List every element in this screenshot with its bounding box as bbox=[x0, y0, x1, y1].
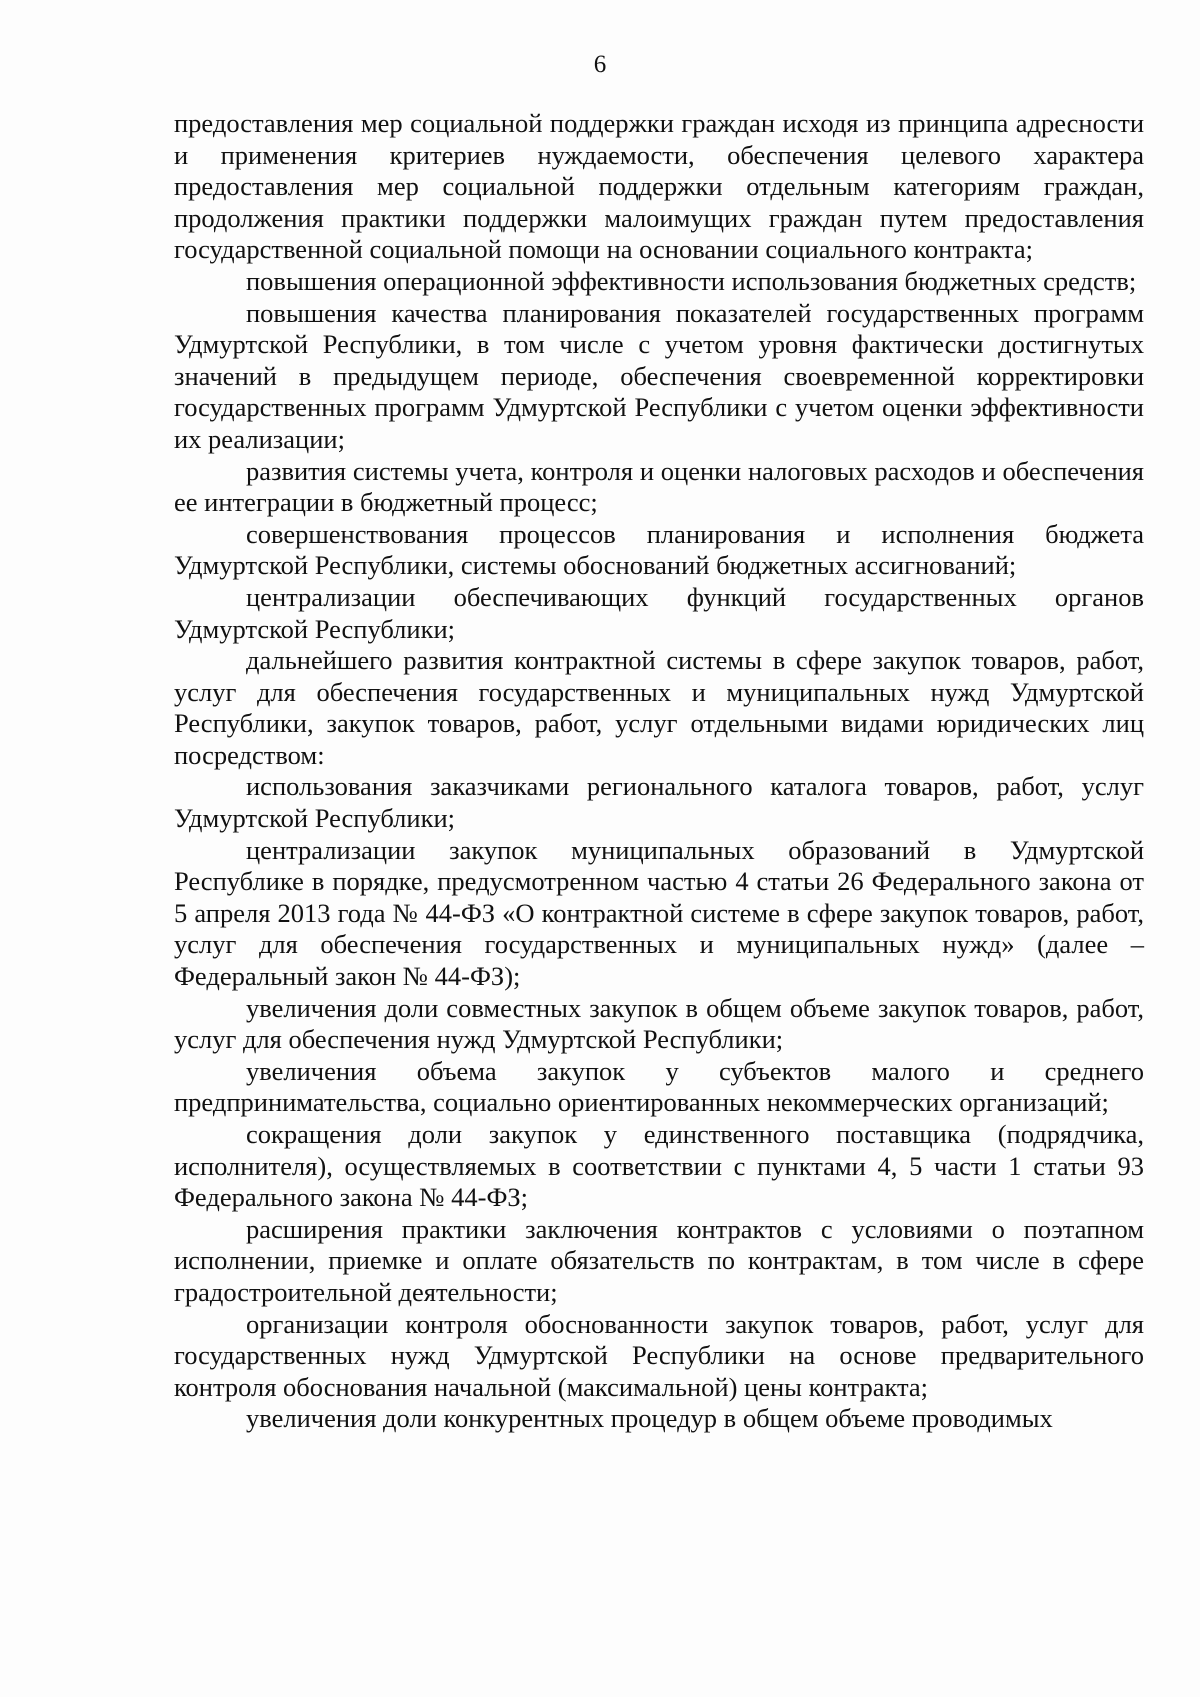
paragraph-single-supplier: сокращения доли закупок у единственного поставщика (подрядчика, исполнителя), осуществляемых в соответствии с пунктами 4, 5 части 1 статьи 93 Федерального закона № 44-ФЗ; bbox=[174, 1119, 1144, 1213]
paragraph-regional-catalog: использования заказчиками регионального каталога товаров, работ, услуг Удмуртской Республики; bbox=[174, 771, 1144, 834]
paragraph-program-planning: повышения качества планирования показателей государственных программ Удмуртской Республики, в том числе с учетом уровня фактически достигнутых значений в предыдущем периоде, обеспечения своевременной корректировки государственных программ Удмуртской Республики с учетом оценки эффективности их реализации; bbox=[174, 297, 1144, 454]
page-number: 6 bbox=[593, 51, 607, 78]
document-body bbox=[174, 108, 1144, 1435]
paragraph-operational-efficiency: повышения операционной эффективности использования бюджетных средств; bbox=[246, 265, 1137, 296]
paragraph-price-control: организации контроля обоснованности закупок товаров, работ, услуг для государственных нужд Удмуртской Республики на основе предварительного контроля обоснования начальной (максимальной) цены контракта; bbox=[174, 1308, 1144, 1402]
paragraph-municipal-procurement: централизации закупок муниципальных образований в Удмуртской Республике в порядке, предусмотренном частью 4 статьи 26 Федерального закона от 5 апреля 2013 года № 44-ФЗ «О контрактной системе в сфере закупок товаров, работ, услуг для обеспечения государственных и муниципальных нужд» (далее – Федеральный закон № 44-ФЗ); bbox=[174, 834, 1144, 992]
paragraph-small-business: увеличения объема закупок у субъектов малого и среднего предпринимательства, социально ориентированных некоммерческих организаций; bbox=[174, 1055, 1144, 1118]
paragraph-social-support: предоставления мер социальной поддержки граждан исходя из принципа адресности и применения критериев нуждаемости, обеспечения целевого характера предоставления мер социальной поддержки отдельным категориям граждан, продолжения практики поддержки малоимущих граждан путем предоставления государственной социальной помощи на основании социального контракта; bbox=[174, 108, 1144, 265]
paragraph-staged-contracts: расширения практики заключения контрактов с условиями о поэтапном исполнении, приемке и оплате обязательств по контрактам, в том числе в сфере градостроительной деятельности; bbox=[174, 1213, 1144, 1307]
paragraph-joint-procurement: увеличения доли совместных закупок в общем объеме закупок товаров, работ, услуг для обеспечения нужд Удмуртской Республики; bbox=[174, 992, 1144, 1055]
paragraph-budget-processes: совершенствования процессов планирования и исполнения бюджета Удмуртской Республики, системы обоснований бюджетных ассигнований; bbox=[174, 518, 1144, 581]
paragraph-competitive-procedures: увеличения доли конкурентных процедур в общем объеме проводимых bbox=[246, 1403, 1053, 1434]
paragraph-centralization-functions: централизации обеспечивающих функций государственных органов Удмуртской Республики; bbox=[174, 581, 1144, 644]
paragraph-tax-expenditures: развития системы учета, контроля и оценки налоговых расходов и обеспечения ее интеграции в бюджетный процесс; bbox=[174, 455, 1144, 518]
paragraph-contract-system: дальнейшего развития контрактной системы в сфере закупок товаров, работ, услуг для обеспечения государственных и муниципальных нужд Удмуртской Республики, закупок товаров, работ, услуг отдельными видами юридических лиц посредством: bbox=[174, 645, 1144, 770]
